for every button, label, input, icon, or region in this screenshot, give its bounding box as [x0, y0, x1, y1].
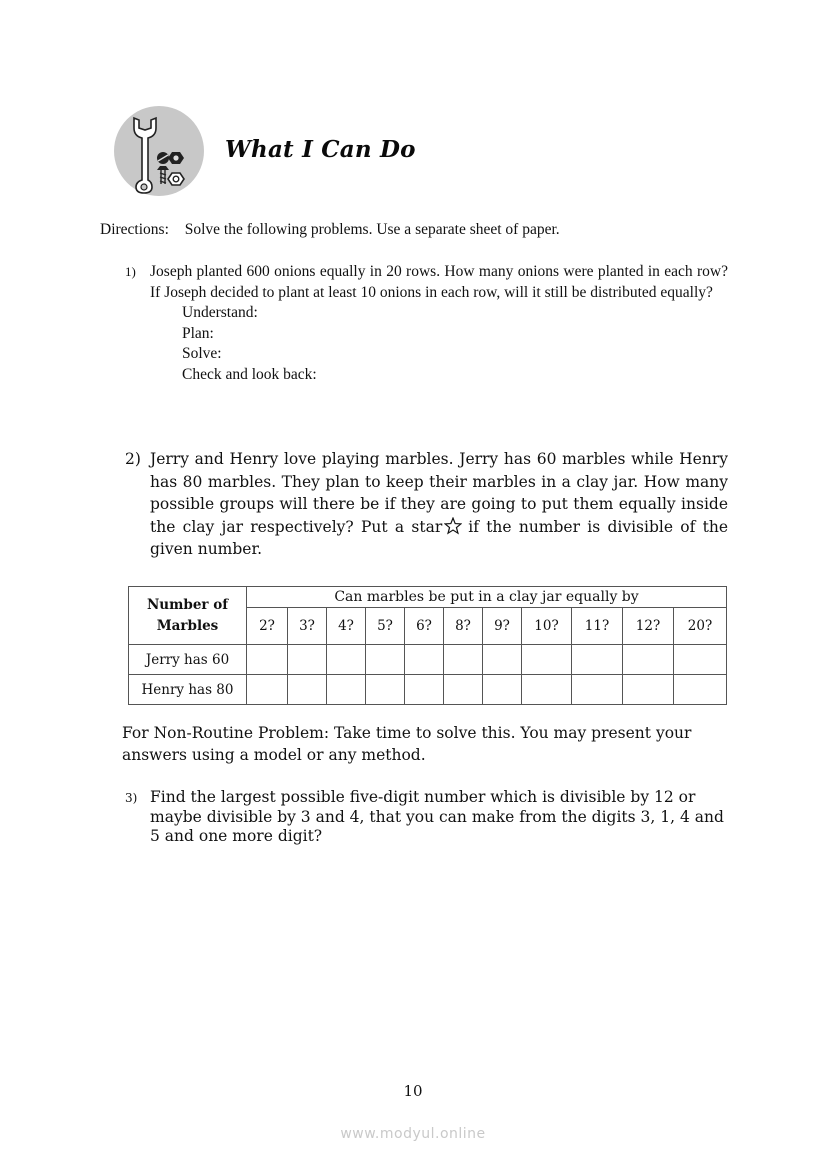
step-understand: Understand:: [182, 304, 258, 321]
divisor-header: 11?: [572, 608, 623, 645]
group-header: Can marbles be put in a clay jar equally by: [247, 587, 727, 608]
table-row: [129, 675, 727, 705]
divisor-header: 12?: [623, 608, 674, 645]
directions-label: Directions:: [100, 221, 169, 238]
problem-number: 1): [125, 264, 136, 279]
answer-cell[interactable]: [327, 675, 366, 705]
problem-1: [125, 262, 728, 385]
problem-3: [125, 788, 728, 847]
problem-text: [150, 448, 728, 561]
problem-text-part1: Jerry and Henry love playing marbles. Jerry has 60 marbles while Henry has 80 marbles. They plan to keep their marbles in a clay jar. How many possible groups will there be if they are going to put them equally inside the clay jar respectively? Put a star: [150, 450, 728, 536]
row-label: Henry has 80: [129, 675, 247, 705]
divisor-header: 20?: [674, 608, 727, 645]
divisibility-table: [128, 586, 727, 705]
answer-cell[interactable]: [483, 675, 522, 705]
divisor-header: 2?: [247, 608, 288, 645]
divisor-header: 4?: [327, 608, 366, 645]
problem-text: Joseph planted 600 onions equally in 20 rows. How many onions were planted in each row? If Joseph decided to plant at least 10 onions in each row, will it still be distributed equally?: [150, 263, 728, 301]
answer-cell[interactable]: [674, 675, 727, 705]
answer-cell[interactable]: [366, 645, 405, 675]
divisor-header: 6?: [405, 608, 444, 645]
problem-number: 3): [125, 791, 138, 805]
answer-cell[interactable]: [247, 645, 288, 675]
wrench-and-bolts-icon: [114, 106, 204, 196]
directions: [100, 221, 560, 239]
answer-cell[interactable]: [288, 675, 327, 705]
problem-number: 2): [125, 450, 141, 468]
answer-cell[interactable]: [405, 645, 444, 675]
divisor-header: 3?: [288, 608, 327, 645]
answer-cell[interactable]: [247, 675, 288, 705]
step-check: Check and look back:: [182, 365, 317, 383]
answer-cell[interactable]: [674, 645, 727, 675]
divisor-header: 10?: [522, 608, 572, 645]
answer-cell[interactable]: [444, 645, 483, 675]
non-routine-instructions: For Non-Routine Problem: Take time to solve this. You may present your answers using a model or any method.: [122, 724, 692, 764]
answer-cell[interactable]: [444, 675, 483, 705]
directions-text: Solve the following problems. Use a separate sheet of paper.: [184, 221, 560, 238]
answer-cell[interactable]: [366, 675, 405, 705]
row-header: [129, 587, 247, 645]
problem-2: [125, 448, 728, 561]
answer-cell[interactable]: [522, 675, 572, 705]
divisor-header: 8?: [444, 608, 483, 645]
answer-cell[interactable]: [522, 645, 572, 675]
answer-cell[interactable]: [623, 675, 674, 705]
answer-cell[interactable]: [623, 645, 674, 675]
divisor-header: 5?: [366, 608, 405, 645]
divisor-header: 9?: [483, 608, 522, 645]
answer-cell[interactable]: [288, 645, 327, 675]
page-number: 10: [403, 1082, 423, 1100]
star-outline-icon: [444, 517, 462, 535]
answer-cell[interactable]: [483, 645, 522, 675]
problem-steps: [182, 303, 728, 385]
answer-cell[interactable]: [327, 645, 366, 675]
section-title: What I Can Do: [225, 136, 416, 163]
step-plan: Plan:: [182, 324, 214, 342]
answer-cell[interactable]: [572, 675, 623, 705]
answer-cell[interactable]: [405, 675, 444, 705]
watermark: www.modyul.online: [340, 1126, 486, 1142]
answer-cell[interactable]: [572, 645, 623, 675]
table-row: [129, 645, 727, 675]
problem-text-part2: if the number is divisible of the given number.: [150, 517, 728, 558]
row-label: Jerry has 60: [129, 645, 247, 675]
step-solve: Solve:: [182, 345, 222, 362]
problem-text: Find the largest possible five-digit number which is divisible by 12 or maybe divisible by 3 and 4, that you can make from the digits 3, 1, 4 and 5 and one more digit?: [150, 788, 724, 845]
row-header-text: Number of Marbles: [146, 596, 229, 634]
